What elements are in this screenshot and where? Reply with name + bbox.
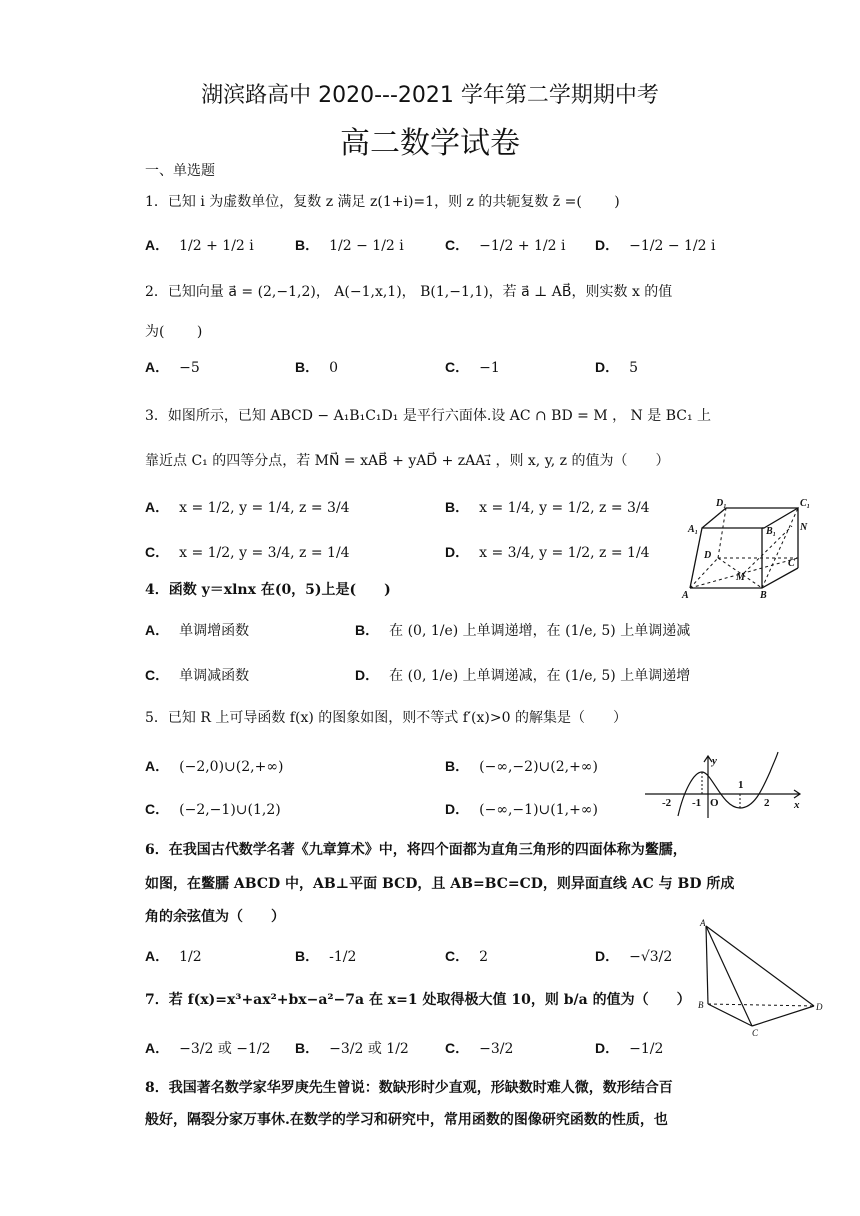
q5-option-b: B． (−∞,−2)∪(2,+∞) (445, 758, 598, 775)
vertex-a1: A₁ (688, 524, 699, 535)
vertex-d1: D₁ (716, 498, 727, 509)
q2-option-c: C． −1 (445, 359, 500, 376)
q5-option-c: C． (−2,−1)∪(1,2) (145, 801, 281, 818)
question-6-stem-2: 如图，在鳖臑 ABCD 中，AB⊥平面 BCD，且 AB=BC=CD，则异面直线 AC 与 BD 所成 (145, 876, 735, 892)
tick-2: 2 (764, 797, 770, 809)
q7-option-a: A． −3/2 或 −1/2 (145, 1040, 271, 1057)
q6-option-a: A． 1/2 (145, 948, 202, 965)
q2-option-a: A． −5 (145, 359, 200, 376)
q5-option-a: A． (−2,0)∪(2,+∞) (145, 758, 284, 775)
vertex-c: C (788, 558, 795, 569)
q3-option-a: A． x = 1/2, y = 1/4, z = 3/4 (145, 499, 350, 516)
question-6-stem: 6．在我国古代数学名著《九章算术》中，将四个面都为直角三角形的四面体称为鳖臑， (145, 842, 687, 858)
vertex-b1: B₁ (766, 526, 777, 537)
question-8-stem: 8．我国著名数学家华罗庚先生曾说：数缺形时少直观，形缺数时难人微，数形结合百 (145, 1080, 673, 1096)
q3-option-c: C． x = 1/2, y = 3/4, z = 1/4 (145, 544, 350, 561)
question-4-stem: 4．函数 y＝xlnx 在(0，5)上是( ) (145, 582, 391, 598)
vertex-d: D (816, 1002, 823, 1012)
vertex-a: A (682, 590, 689, 600)
q4-option-c: C． 单调减函数 (145, 667, 250, 684)
tick-1: 1 (738, 779, 744, 791)
q4-option-d: D． 在 (0, 1/e) 上单调递减，在 (1/e, 5) 上单调递增 (355, 667, 691, 684)
function-graph-figure (640, 750, 810, 820)
question-7-stem: 7．若 f(x)=x³+ax²+bx−a²−7a 在 x=1 处取得极大值 10，则 b/a 的值为（ ） (145, 992, 691, 1008)
vertex-c: C (752, 1028, 759, 1038)
parallelepiped-figure (680, 496, 815, 600)
point-n: N (800, 522, 808, 533)
q1-option-d: D． −1/2 − 1/2 i (595, 237, 716, 254)
q7-option-d: D． −1/2 (595, 1040, 664, 1057)
vertex-a: A (700, 918, 706, 928)
q6-option-c: C． 2 (445, 948, 489, 965)
q2-option-b: B． 0 (295, 359, 339, 376)
q5-option-d: D． (−∞,−1)∪(1,+∞) (445, 801, 598, 818)
vertex-d: D (704, 550, 712, 561)
q6-option-b: B． -1/2 (295, 948, 357, 965)
q6-option-d: D． −√3/2 (595, 948, 673, 965)
q4-option-a: A． 单调增函数 (145, 622, 250, 639)
q2-option-d: D． 5 (595, 359, 639, 376)
question-6-stem-3: 角的余弦值为（ ） (145, 909, 285, 925)
axis-x-label: x (794, 799, 800, 811)
q1-option-a: A． 1/2 + 1/2 i (145, 237, 254, 254)
question-2-stem-cont: 为( ) (145, 324, 203, 340)
q3-option-d: D． x = 3/4, y = 1/2, z = 1/4 (445, 544, 650, 561)
point-m: M (736, 572, 745, 583)
vertex-b: B (698, 1000, 704, 1010)
school-exam-line: 湖滨路高中 2020---2021 学年第二学期期中考 (201, 83, 659, 108)
question-8-stem-2: 般好，隔裂分家万事休.在数学的学习和研究中，常用函数的图像研究函数的性质，也 (145, 1112, 668, 1128)
axis-y-label: y (712, 755, 717, 767)
origin-o: O (710, 797, 719, 809)
question-3-stem: 3．如图所示，已知 ABCD − A₁B₁C₁D₁ 是平行六面体.设 AC ∩ BD = M ， N 是 BC₁ 上 (145, 408, 712, 424)
question-1-stem: 1．已知 i 为虚数单位，复数 z 满足 z(1+i)=1，则 z 的共轭复数 z̄ =( ) (145, 194, 620, 210)
tick-neg1: -1 (692, 797, 702, 809)
q1-option-b: B． 1/2 − 1/2 i (295, 237, 404, 254)
tetrahedron-figure (696, 918, 828, 1038)
paper-title: 高二数学试卷 (340, 126, 520, 161)
question-3-stem-cont: 靠近点 C₁ 的四等分点，若 MN⃗ = xAB⃗ + yAD⃗ + zAA₁⃗ ，则 x, y, z 的值为（ ） (145, 453, 670, 469)
q3-option-b: B． x = 1/4, y = 1/2, z = 3/4 (445, 499, 650, 516)
q1-option-c: C． −1/2 + 1/2 i (445, 237, 566, 254)
question-2-stem: 2．已知向量 a⃗ = (2,−1,2)， A(−1,x,1)， B(1,−1,1)，若 a⃗ ⊥ AB⃗，则实数 x 的值 (145, 284, 673, 300)
q7-option-b: B． −3/2 或 1/2 (295, 1040, 409, 1057)
tick-neg2: -2 (662, 797, 672, 809)
question-5-stem: 5．已知 R 上可导函数 f(x) 的图象如图，则不等式 f′(x)>0 的解集是（ ） (145, 710, 627, 726)
q7-option-c: C． −3/2 (445, 1040, 514, 1057)
section-heading: 一、单选题 (145, 163, 215, 179)
q4-option-b: B． 在 (0, 1/e) 上单调递增，在 (1/e, 5) 上单调递减 (355, 622, 691, 639)
vertex-c1: C₁ (800, 498, 811, 509)
vertex-b: B (760, 590, 767, 600)
